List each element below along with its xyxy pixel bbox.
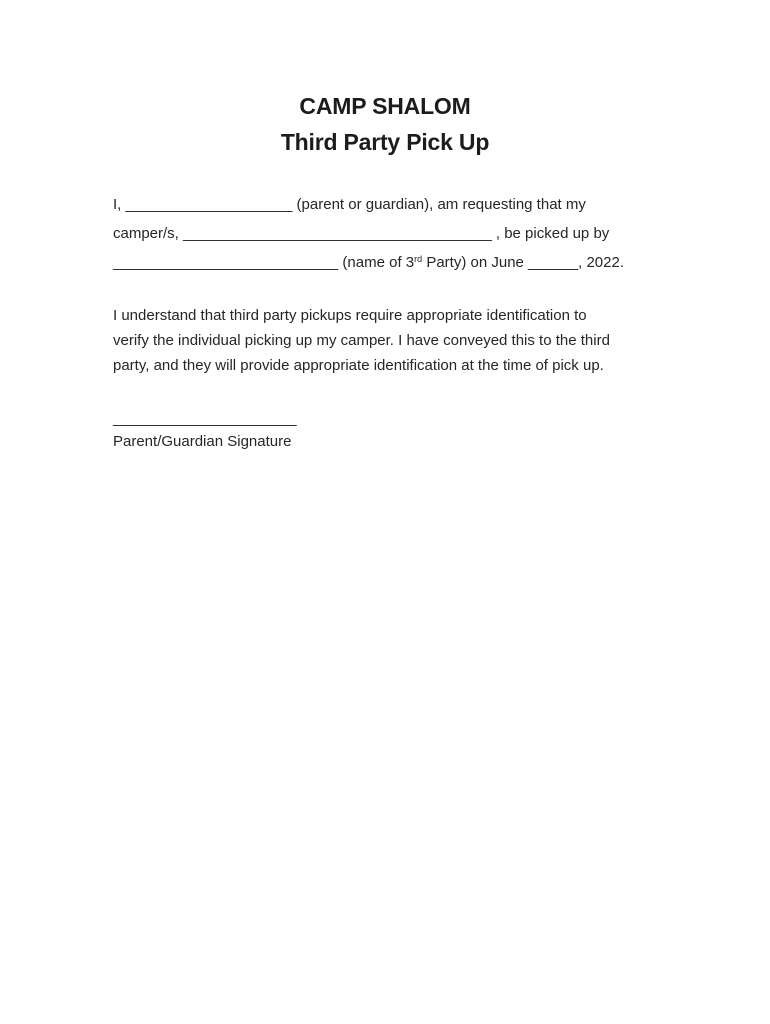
statement-line-1: I understand that third party pickups require appropriate identification to (113, 307, 587, 324)
statement-line-2: verify the individual picking up my camper. I have conveyed this to the third (113, 332, 610, 349)
request-prefix-i: I, (113, 196, 122, 213)
third-party-name-blank[interactable]: ___________________________ (113, 254, 339, 271)
signature-line[interactable]: ______________________ (113, 410, 297, 427)
request-line-3 (113, 254, 624, 271)
request-line-2 (113, 225, 609, 242)
request-line-1 (113, 196, 586, 213)
parent-name-blank[interactable]: ____________________ (125, 196, 293, 213)
pickup-year: , 2022. (578, 254, 624, 271)
request-line-3-text-b: Party) on June (426, 254, 524, 271)
signature-label: Parent/Guardian Signature (113, 433, 292, 450)
pickup-date-blank[interactable]: ______ (528, 254, 579, 271)
request-prefix-camper: camper/s, (113, 225, 179, 242)
camper-name-blank[interactable]: _____________________________________ (183, 225, 492, 242)
request-line-3-text-a: (name of 3 (342, 254, 415, 271)
request-line-2-text: , be picked up by (495, 225, 610, 242)
request-line-1-text: (parent or guardian), am requesting that my (296, 196, 586, 213)
ordinal-superscript: rd (414, 254, 423, 264)
document-title: CAMP SHALOM (299, 93, 471, 119)
document-subtitle: Third Party Pick Up (280, 129, 490, 155)
statement-line-3: party, and they will provide appropriate identification at the time of pick up. (113, 357, 604, 374)
